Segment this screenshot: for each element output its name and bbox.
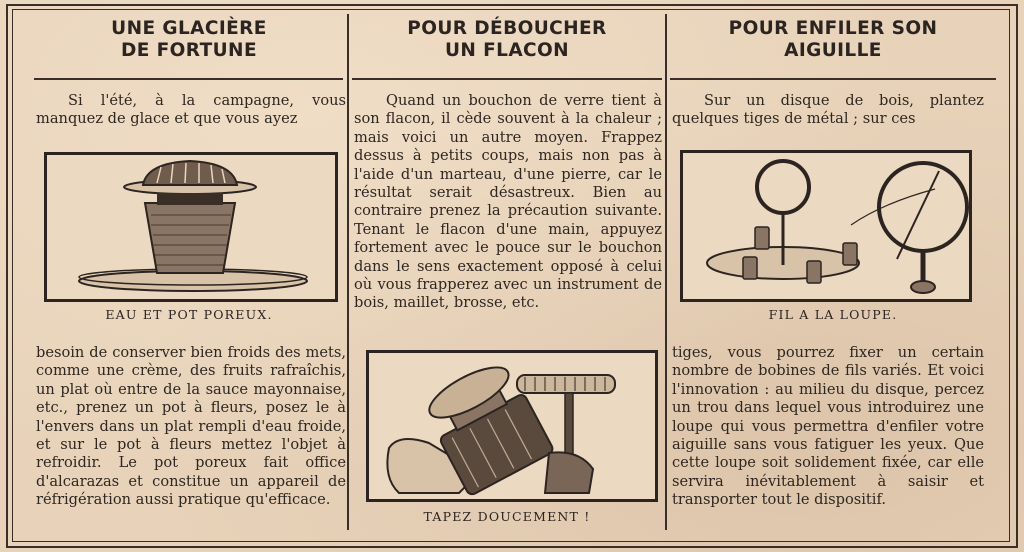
column-2-title-line1: POUR DÉBOUCHER (407, 18, 607, 39)
column-3-body: tiges, vous pourrez fixer un certain nombre de bobines de fils variés. Et voici l'innovation : au milieu du disque, percez un trou dans lequel vous introduirez une loupe qui vous permettra d'enfiler votre aiguille sans vous fatiguer les yeux. Que cette loupe soit solidement fixée, car elle servira inévitablement à saisir et transporter tout le dispositif. (672, 344, 984, 509)
column-1-caption: EAU ET POT POREUX. (105, 307, 273, 322)
illustration-flacon (366, 350, 658, 502)
column-1-title-line1: UNE GLACIÈRE (111, 18, 267, 39)
column-2-title (354, 18, 660, 62)
column-divider-2 (665, 14, 667, 530)
column-1-body: besoin de conserver bien froids des mets, comme une crème, des fruits rafraîchis, un plat où entre de la sauce mayonnaise, etc., prenez un pot à fleurs, posez le à l'envers dans un plat rempli d'eau froide, et sur le pot à fleurs mettez l'objet à refroidir. Le pot poreux fait office d'alcarazas et constitue un appareil de réfrigération aussi pratique qu'efficace. (36, 344, 346, 509)
title-rule-3 (670, 78, 996, 80)
column-3-caption: FIL A LA LOUPE. (768, 307, 898, 322)
column-2-caption: TAPEZ DOUCEMENT ! (423, 509, 591, 524)
column-divider-1 (347, 14, 349, 530)
illustration-loupe (680, 150, 972, 302)
column-3-title (672, 18, 994, 62)
pot-on-plate-image (47, 155, 335, 299)
magnifier-and-spools-image (683, 153, 969, 299)
column-3-title-line1: POUR ENFILER SON (728, 18, 938, 39)
title-rule-1 (34, 78, 343, 80)
title-rule-2 (352, 78, 662, 80)
illustration-glaciere (44, 152, 338, 302)
column-1-title (36, 18, 342, 62)
column-1-intro: Si l'été, à la campagne, vous manquez de glace et que vous ayez (36, 92, 346, 128)
column-2-title-line2: UN FLACON (444, 40, 570, 61)
column-3-intro: Sur un disque de bois, plantez quelques tiges de métal ; sur ces (672, 92, 984, 128)
column-1-title-line2: DE FORTUNE (121, 40, 257, 61)
column-2-body: Quand un bouchon de verre tient à son flacon, il cède souvent à la chaleur ; mais voici un autre moyen. Frappez dessus à petits coups, mais non pas à l'aide d'un marteau, d'une pierre, car le résultat serait désastreux. Bien au contraire prenez la précaution suivante. Tenant le flacon d'une main, appuyez fortement avec le pouce sur le bouchon dans le sens exactement opposé à celui où vous frapperez avec un instrument de bois, maillet, brosse, etc. (354, 92, 662, 312)
column-3-title-line2: AIGUILLE (784, 40, 882, 61)
hand-tapping-bottle-image (369, 353, 655, 499)
